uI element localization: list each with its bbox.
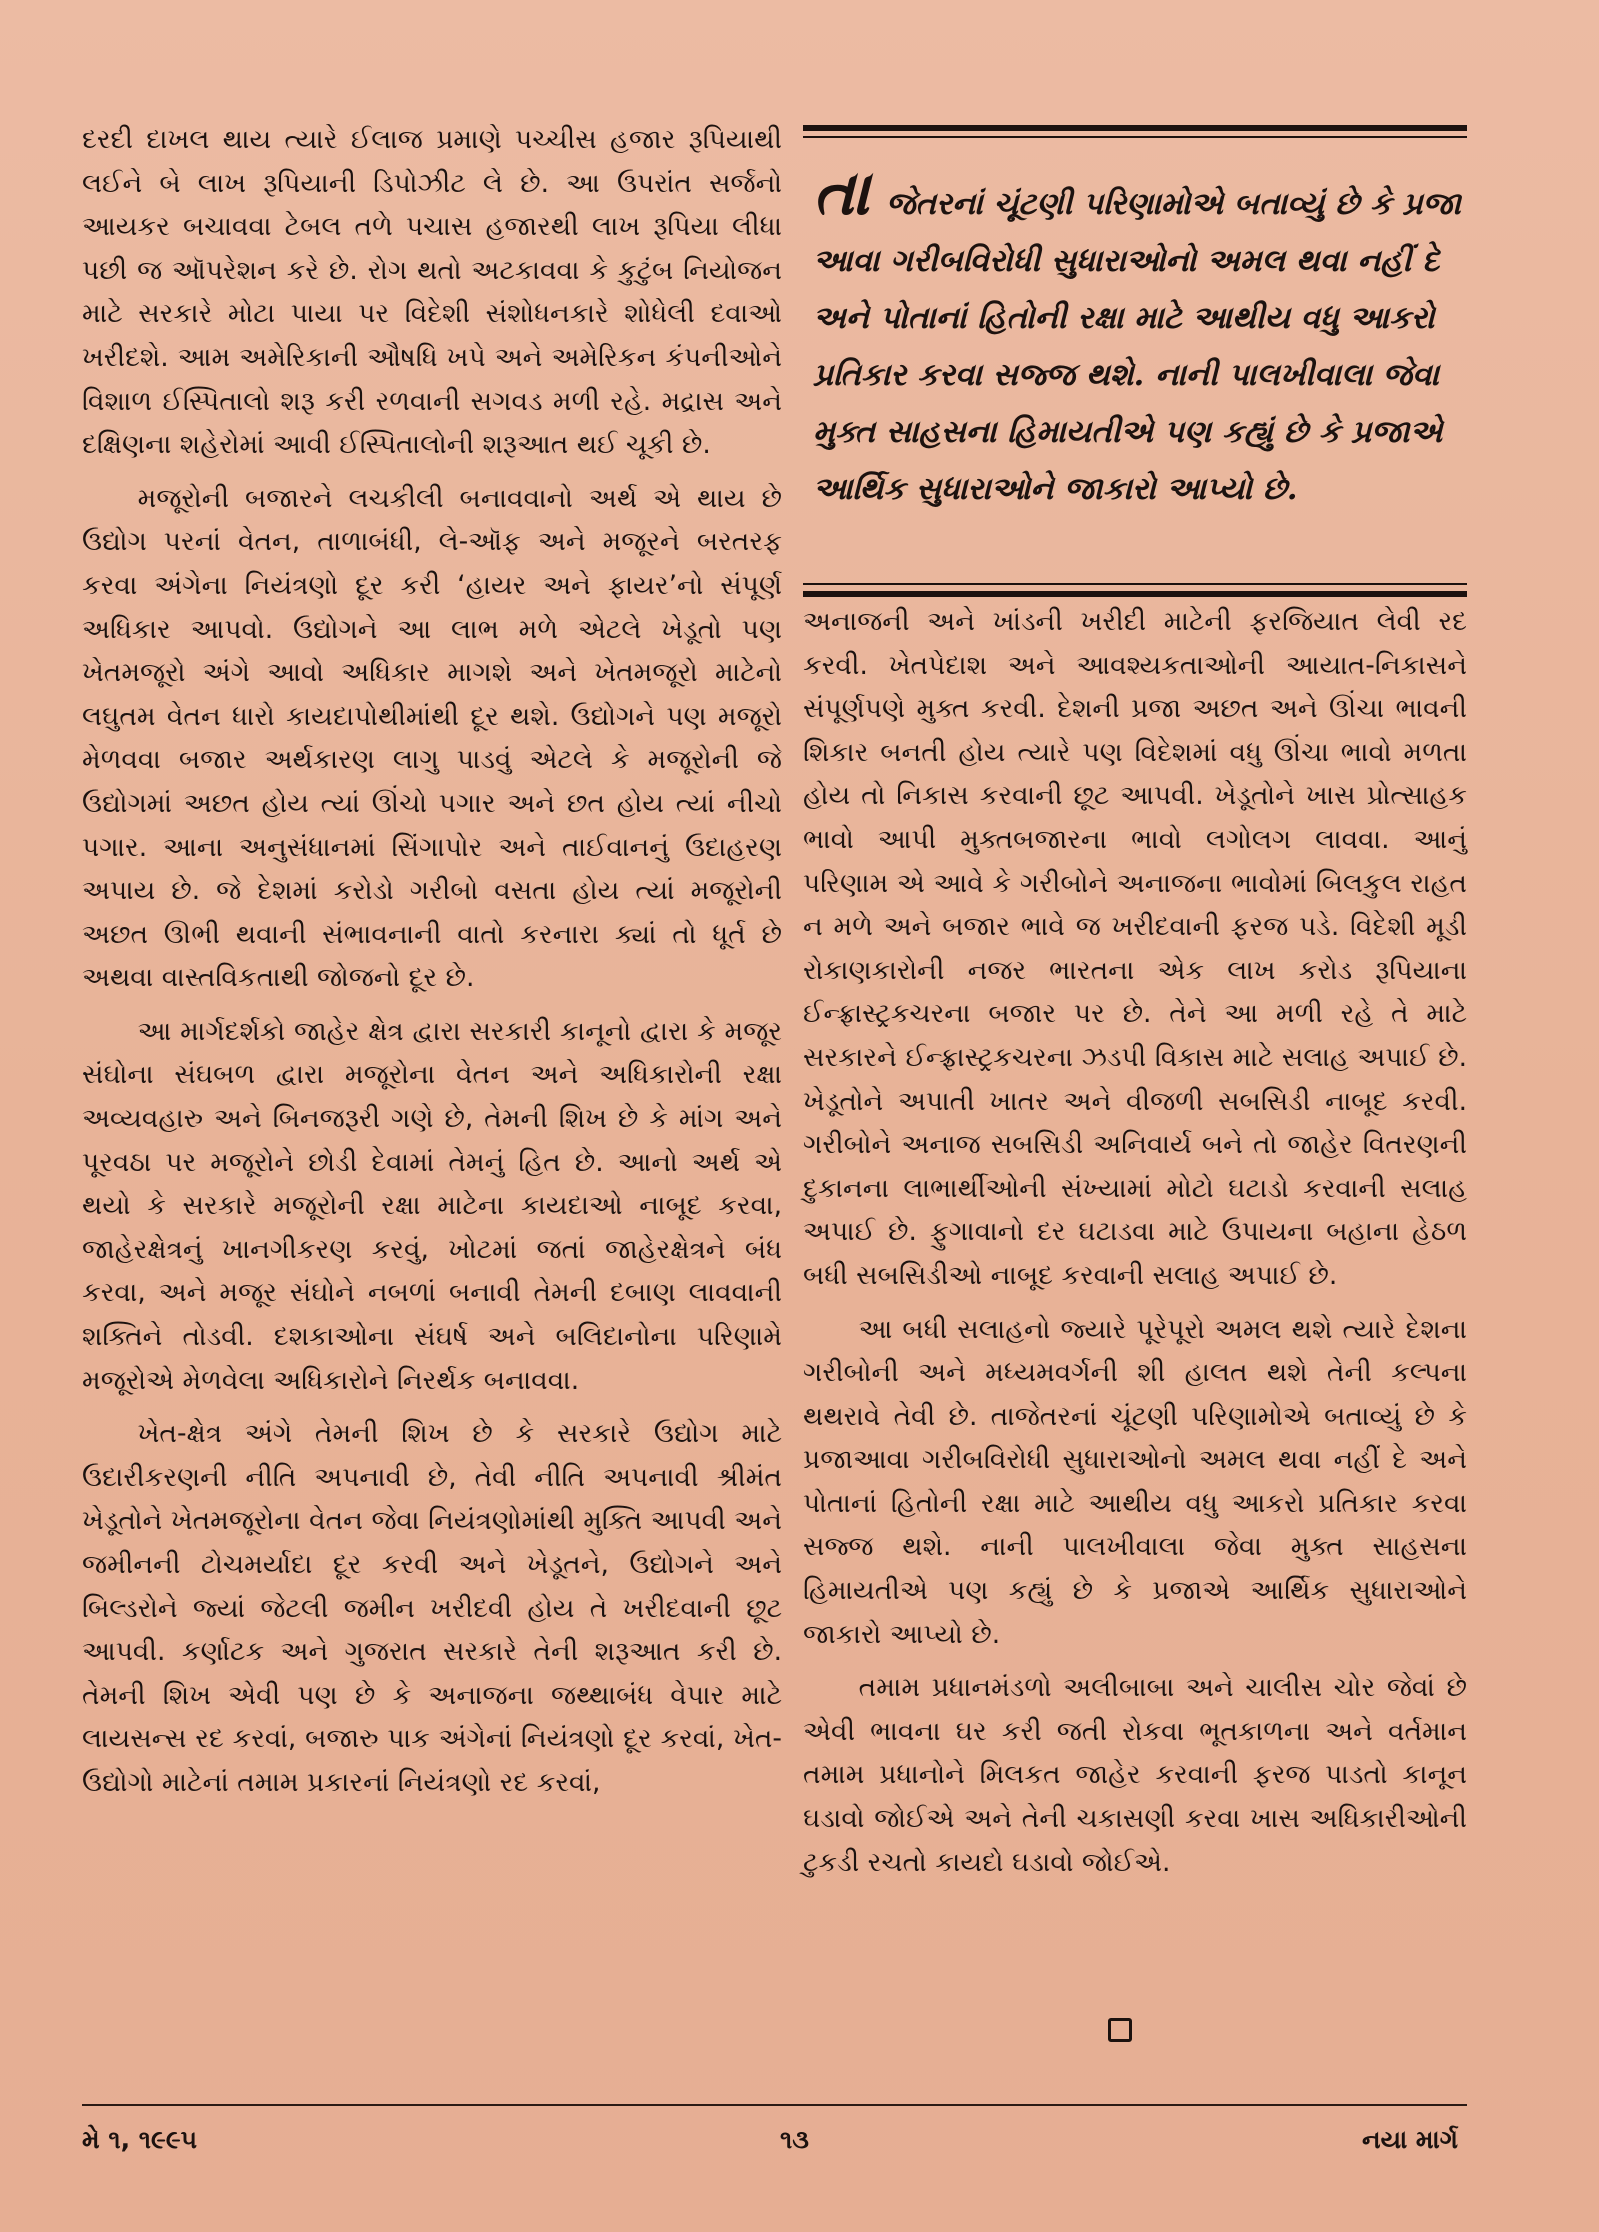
pull-quote-bottom-rule-thin [803,583,1467,585]
footer-publication: નયા માર્ગ [1362,2125,1458,2154]
footer-date: મે ૧, ૧૯૯૫ [82,2125,198,2154]
footer-rule [82,2104,1467,2106]
right-paragraph-3: તમામ પ્રધાનમંડળો અલીબાબા અને ચાલીસ ચોર જેવાં છે એવી ભાવના ઘર કરી જતી રોકવા ભૂતકાળના અને વર્તમાન તમામ પ્રધાનોને મિલકત જાહેર કરવાની ફરજ પાડતો કાનૂન ઘડાવો જોઈએ અને તેની ચકાસણી કરવા ખાસ અધિકારીઓની ટુકડી રચતો કાયદો ઘડાવો જોઈએ. [803,1672,1467,1878]
end-of-article-square-icon [1108,2018,1132,2042]
pull-quote-top-rule [803,125,1467,131]
right-column [803,600,1467,1894]
pull-quote [813,156,1463,518]
pull-quote-box [803,125,1467,608]
footer-page-number: ૧૩ [780,2125,809,2154]
right-paragraph-1: અનાજની અને ખાંડની ખરીદી માટેની ફરજિયાત લેવી રદ કરવી. ખેતપેદાશ અને આવશ્યકતાઓની આયાત-નિકાસને સંપૂર્ણપણે મુક્ત કરવી. દેશની પ્રજા અછત અને ઊંચા ભાવની શિકાર બનતી હોય ત્યારે પણ વિદેશમાં વધુ ઊંચા ભાવો મળતા હોય તો નિકાસ કરવાની છૂટ આપવી. ખેડૂતોને ખાસ પ્રોત્સાહક ભાવો આપી મુક્તબજારના ભાવો લગોલગ લાવવા. આનું પરિણામ એ આવે કે ગરીબોને અનાજના ભાવોમાં બિલકુલ રાહત ન મળે અને બજાર ભાવે જ ખરીદવાની ફરજ પડે. વિદેશી મૂડી રોકાણકારોની નજર ભારતના એક લાખ કરોડ રૂપિયાના ઈન્ફ્રાસ્ટ્રકચરના બજાર પર છે. તેને આ મળી રહે તે માટે સરકારને ઈન્ફ્રાસ્ટ્રકચરના ઝડપી વિકાસ માટે સલાહ અપાઈ છે. ખેડૂતોને અપાતી ખાતર અને વીજળી સબસિડી નાબૂદ કરવી. ગરીબોને અનાજ સબસિડી અનિવાર્ય બને તો જાહેર વિતરણની દુકાનના લાભાર્થીઓની સંખ્યામાં મોટો ઘટાડો કરવાની સલાહ અપાઈ છે. ફુગાવાનો દર ઘટાડવા માટે ઉપાયના બહાના હેઠળ બધી સબસિડીઓ નાબૂદ કરવાની સલાહ અપાઈ છે. [803,606,1467,1291]
left-paragraph-2: મજૂરોની બજારને લચકીલી બનાવવાનો અર્થ એ થાય છે ઉદ્યોગ પરનાં વેતન, તાળાબંધી, લે-ઑફ અને મજૂરને બરતરફ કરવા અંગેના નિયંત્રણો દૂર કરી ‘હાયર અને ફાયર’નો સંપૂર્ણ અધિકાર આપવો. ઉદ્યોગને આ લાભ મળે એટલે ખેડૂતો પણ ખેતમજૂરો અંગે આવો અધિકાર માગશે અને ખેતમજૂરો માટેનો લઘુતમ વેતન ધારો કાયદાપોથીમાંથી દૂર થશે. ઉદ્યોગને પણ મજૂરો મેળવવા બજાર અર્થકારણ લાગુ પાડવું એટલે કે મજૂરોની જે ઉદ્યોગમાં અછત હોય ત્યાં ઊંચો પગાર અને છત હોય ત્યાં નીચો પગાર. આના અનુસંધાનમાં સિંગાપોર અને તાઈવાનનું ઉદાહરણ અપાય છે. જે દેશમાં કરોડો ગરીબો વસતા હોય ત્યાં મજૂરોની અછત ઊભી થવાની સંભાવનાની વાતો કરનારા ક્યાં તો ધૂર્ત છે અથવા વાસ્તવિકતાથી જોજનો દૂર છે. [82,482,782,994]
pull-quote-text: જેતરનાં ચૂંટણી પરિણામોએ બતાવ્યું છે કે પ્રજા આવા ગરીબવિરોધી સુધારાઓનો અમલ થવા નહીં દે અને પોતાનાં હિતોની રક્ષા માટે આથીય વધુ આકરો પ્રતિકાર કરવા સજ્જ થશે. નાની પાલખીવાલા જેવા મુક્ત સાહસના હિમાયતીએ પણ કહ્યું છે કે પ્રજાએ આર્થિક સુધારાઓને જાકારો આપ્યો છે. [813,186,1461,507]
left-paragraph-3: આ માર્ગદર્શકો જાહેર ક્ષેત્ર દ્વારા સરકારી કાનૂનો દ્વારા કે મજૂર સંઘોના સંઘબળ દ્વારા મજૂરોના વેતન અને અધિકારોની રક્ષા અવ્યવહારુ અને બિનજરૂરી ગણે છે, તેમની શિખ છે કે માંગ અને પૂરવઠા પર મજૂરોને છોડી દેવામાં તેમનું હિત છે. આનો અર્થ એ થયો કે સરકારે મજૂરોની રક્ષા માટેના કાયદાઓ નાબૂદ કરવા, જાહેરક્ષેત્રનું ખાનગીકરણ કરવું, ખોટમાં જતાં જાહેરક્ષેત્રને બંધ કરવા, અને મજૂર સંઘોને નબળાં બનાવી તેમની દબાણ લાવવાની શક્તિને તોડવી. દશકાઓના સંઘર્ષ અને બલિદાનોના પરિણામે મજૂરોએ મેળવેલા અધિકારોને નિરર્થક બનાવવા. [82,1015,782,1396]
right-paragraph-2: આ બધી સલાહનો જ્યારે પૂરેપૂરો અમલ થશે ત્યારે દેશના ગરીબોની અને મધ્યમવર્ગની શી હાલત થશે તેની કલ્પના થથરાવે તેવી છે. તાજેતરનાં ચૂંટણી પરિણામોએ બતાવ્યું છે કે પ્રજાઆવા ગરીબવિરોધી સુધારાઓનો અમલ થવા નહીં દે અને પોતાનાં હિતોની રક્ષા માટે આથીય વધુ આકરો પ્રતિકાર કરવા સજ્જ થશે. નાની પાલખીવાલા જેવા મુક્ત સાહસના હિમાયતીએ પણ કહ્યું છે કે પ્રજાએ આર્થિક સુધારાઓને જાકારો આપ્યો છે. [803,1313,1467,1650]
left-column [82,118,782,1815]
pull-quote-top-rule-thin [803,136,1467,138]
left-paragraph-4: ખેત-ક્ષેત્ર અંગે તેમની શિખ છે કે સરકારે ઉદ્યોગ માટે ઉદારીકરણની નીતિ અપનાવી છે, તેવી નીતિ અપનાવી શ્રીમંત ખેડૂતોને ખેતમજૂરોના વેતન જેવા નિયંત્રણોમાંથી મુક્તિ આપવી અને જમીનની ટોચમર્યાદા દૂર કરવી અને ખેડૂતને, ઉદ્યોગને અને બિલ્ડરોને જ્યાં જેટલી જમીન ખરીદવી હોય તે ખરીદવાની છૂટ આપવી. કર્ણાટક અને ગુજરાત સરકારે તેની શરૂઆત કરી છે. તેમની શિખ એવી પણ છે કે અનાજના જથ્થાબંધ વેપાર માટે લાયસન્સ રદ કરવાં, બજારુ પાક અંગેનાં નિયંત્રણો દૂર કરવાં, ખેત-ઉદ્યોગો માટેનાં તમામ પ્રકારનાં નિયંત્રણો રદ કરવાં, [82,1418,782,1798]
pull-quote-dropcap: તા [813,156,870,229]
left-paragraph-1: દરદી દાખલ થાય ત્યારે ઈલાજ પ્રમાણે પચ્ચીસ હજાર રૂપિયાથી લઈને બે લાખ રૂપિયાની ડિપોઝીટ લે છે. આ ઉપરાંત સર્જનો આયકર બચાવવા ટેબલ તળે પચાસ હજારથી લાખ રૂપિયા લીધા પછી જ ઑપરેશન કરે છે. રોગ થતો અટકાવવા કે કુટુંબ નિયોજન માટે સરકારે મોટા પાયા પર વિદેશી સંશોધનકારે શોધેલી દવાઓ ખરીદશે. આમ અમેરિકાની ઔષધિ ખપે અને અમેરિકન કંપનીઓને વિશાળ ઈસ્પિતાલો શરૂ કરી રળવાની સગવડ મળી રહે. મદ્રાસ અને દક્ષિણના શહેરોમાં આવી ઈસ્પિતાલોની શરૂઆત થઈ ચૂકી છે. [82,124,782,461]
pull-quote-bottom-rule [803,591,1467,597]
